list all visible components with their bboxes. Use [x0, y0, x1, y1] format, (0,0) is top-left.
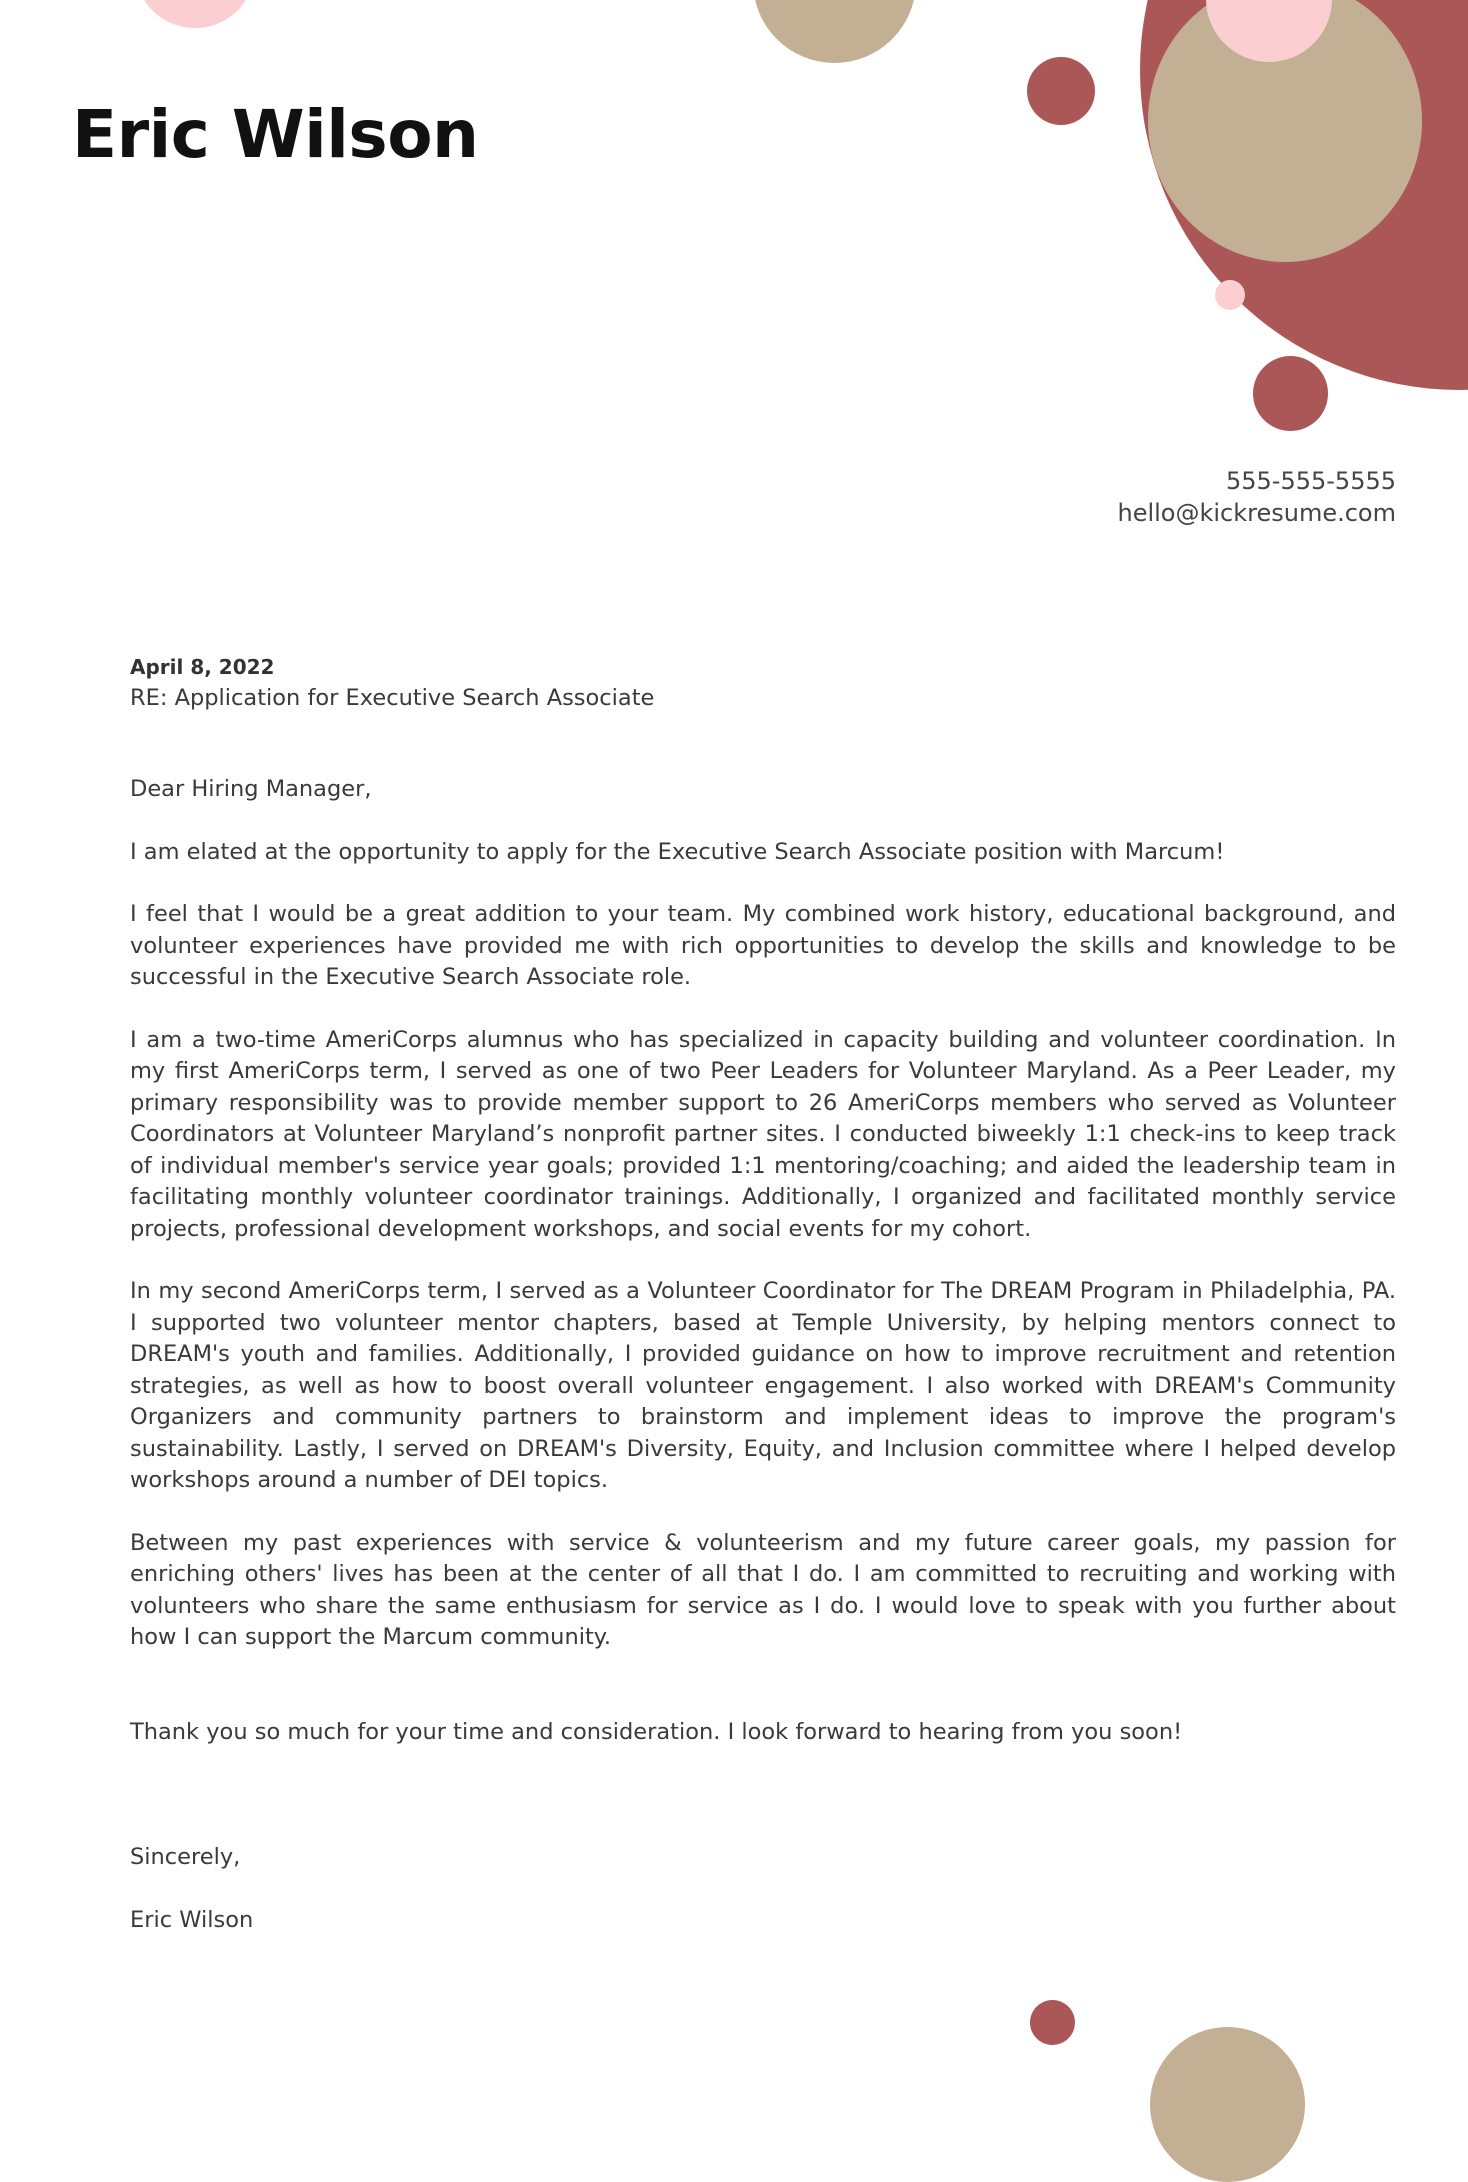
- applicant-name: Eric Wilson: [72, 96, 479, 173]
- letter-date: April 8, 2022: [130, 655, 275, 679]
- decor-circle-beige-bottom: [1150, 2027, 1305, 2182]
- letter-signature: Eric Wilson: [130, 1906, 254, 1933]
- decor-circle-beige-large: [1148, 0, 1422, 262]
- decor-circle-maroon-small: [1027, 57, 1095, 125]
- letter-subject: RE: Application for Executive Search Associate: [130, 685, 655, 711]
- letter-paragraph: In my second AmeriCorps term, I served as a Volunteer Coordinator for The DREAM Program in Philadelphia, PA. I supported two volunteer mentor chapters, based at Temple University, by helping mentors connect to DREAM's youth and families. Additionally, I provided guidance on how to improve recruitment and retention strategies, as well as how to boost overall volunteer engagement. I also worked with DREAM's Community Organizers and community partners to brainstorm and implement ideas to improve the program's sustainability. Lastly, I served on DREAM's Diversity, Equity, and Inclusion committee where I helped develop workshops around a number of DEI topics.: [130, 1278, 1396, 1493]
- decor-circle-pink-tiny: [1215, 280, 1245, 310]
- email-address: hello@kickresume.com: [1117, 499, 1396, 527]
- decor-circle-light-beige-large: [1125, 0, 1468, 110]
- letter-paragraph: Between my past experiences with service & volunteerism and my future career goals, my passion for enriching others' lives has been at the center of all that I do. I am committed to recruiting and working with volunteers who share the same enthusiasm for service as I do. I would love to speak with you further about how I can support the Marcum community.: [130, 1529, 1396, 1650]
- letter-signoff: Sincerely,: [130, 1844, 241, 1870]
- letter-greeting: Dear Hiring Manager,: [130, 776, 372, 802]
- decor-circle-maroon-large: [1140, 0, 1468, 390]
- contact-info: [1117, 465, 1396, 529]
- letter-closing-line: Thank you so much for your time and consideration. I look forward to hearing from you soon!: [130, 1718, 1183, 1745]
- decor-circle-pink-top-left: [137, 0, 253, 28]
- decor-circle-beige-top-center: [753, 0, 916, 63]
- letter-paragraph: I am a two-time AmeriCorps alumnus who has specialized in capacity building and volunteer coordination. In my first AmeriCorps term, I served as one of two Peer Leaders for Volunteer Maryland. As a Peer Leader, my primary responsibility was to provide member support to 26 AmeriCorps members who served as Volunteer Coordinators at Volunteer Maryland’s nonprofit partner sites. I conducted biweekly 1:1 check-ins to keep track of individual member's service year goals; provided 1:1 mentoring/coaching; and aided the leadership team in facilitating monthly volunteer coordinator trainings. Additionally, I organized and facilitated monthly service projects, professional development workshops, and social events for my cohort.: [130, 1026, 1396, 1242]
- decor-circle-maroon-bottom: [1030, 2000, 1075, 2045]
- letter-body: [130, 652, 1396, 1936]
- letter-paragraph: I feel that I would be a great addition to your team. My combined work history, educational background, and volunteer experiences have provided me with rich opportunities to develop the skills and knowledge to be successful in the Executive Search Associate role.: [130, 901, 1396, 990]
- decor-circle-maroon-medium: [1253, 356, 1328, 431]
- decor-circle-pink-top-right: [1206, 0, 1332, 62]
- phone-number: 555-555-5555: [1225, 467, 1396, 495]
- letter-paragraph: I am elated at the opportunity to apply for the Executive Search Associate position with Marcum!: [130, 838, 1225, 865]
